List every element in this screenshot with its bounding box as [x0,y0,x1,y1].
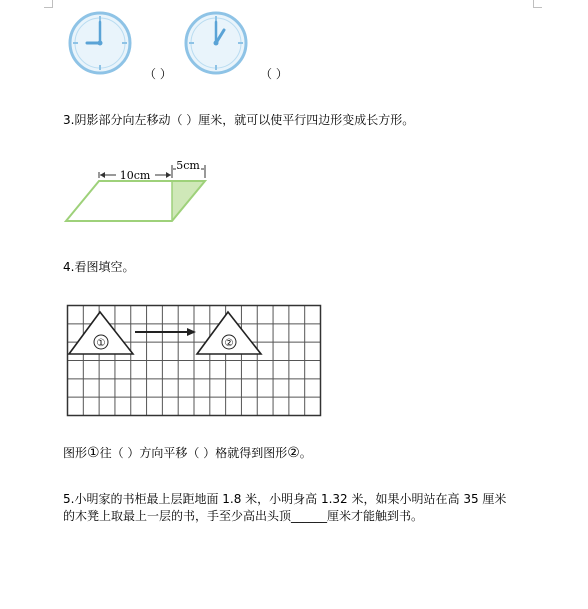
question-4-title: 4.看图填空。 [63,260,135,274]
question-4-sentence [63,445,312,461]
parallelogram-figure [60,155,220,230]
answer-blank: （ ） [260,67,288,81]
question-3-text: 3.阴影部分向左移动（ ）厘米，就可以使平行四边形变成长方形。 [63,113,415,127]
question-5-line-2: 的木凳上取最上一层的书，手至少高出头顶______厘米才能触到书。 [63,509,424,523]
clock-figure-2 [183,10,249,76]
page-corner-mark [44,0,53,8]
sentence-part: 。 [299,446,312,460]
dimension-label-right: 5cm [176,159,200,172]
shape-label-2: ② [224,338,234,349]
circled-label-2: ② [287,445,300,461]
clock-figure-1 [67,10,133,76]
circled-label-1: ① [87,445,100,461]
question-5-line-1: 5.小明家的书柜最上层距地面 1.8 米，小明身高 1.32 米，如果小明站在高 35 厘米 [63,492,507,506]
grid-figure [65,303,325,418]
sentence-part: 图形 [63,446,88,460]
sentence-part: 往（ ）方向平移（ ）格就得到图形 [99,446,288,460]
answer-blank: （ ） [144,67,172,81]
dimension-label-left: 10cm [119,169,151,182]
shape-label-1: ① [96,338,106,349]
page-corner-mark [533,0,542,8]
